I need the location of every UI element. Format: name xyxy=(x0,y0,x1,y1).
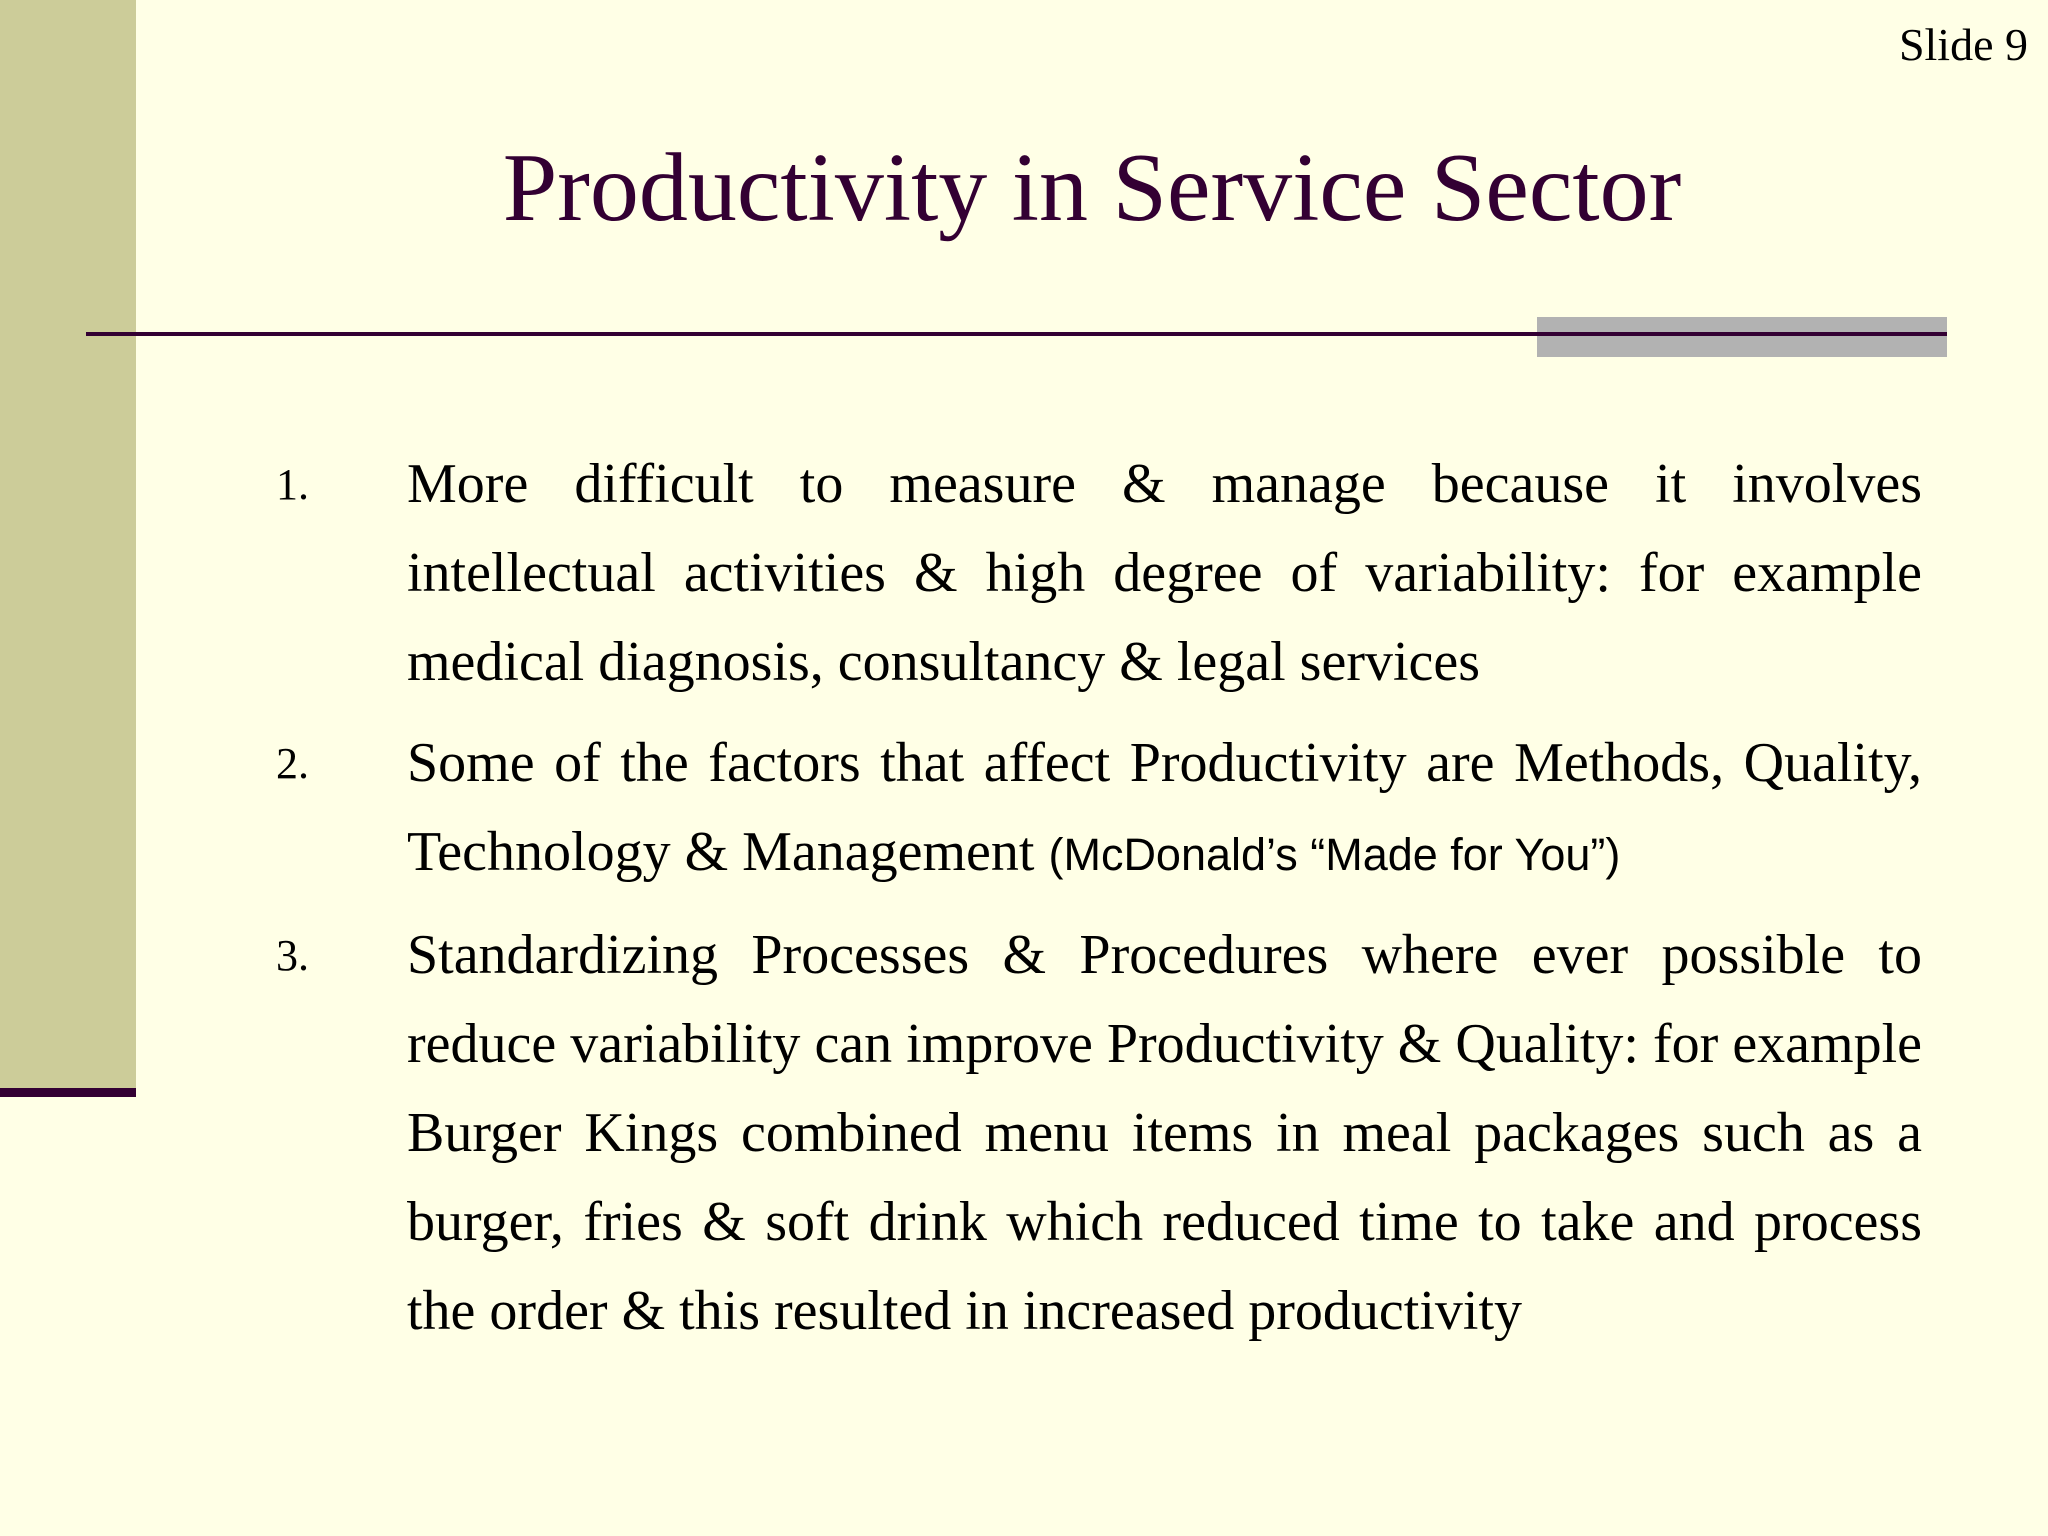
list-item xyxy=(0,911,2048,1356)
list-item-body: Standardizing Processes & Procedures where ever possible to reduce variability can improve Productivity & Quality: for example Burger Kings combined menu items in meal packages such as a burger, fries & soft drink which reduced time to take and process the order & this resulted in increased productivity xyxy=(407,924,1922,1342)
list-item-body: More difficult to measure & manage because it involves intellectual activities & high degree of variability: for example medical diagnosis, consultancy & legal services xyxy=(407,453,1922,693)
list-item-text xyxy=(407,719,1922,899)
list-item-number: 1. xyxy=(276,460,309,509)
list-item-body: Some of the factors that affect Productivity are Methods, Quality, Technology & Management xyxy=(407,732,1922,883)
slide-number: Slide 9 xyxy=(1898,19,2028,70)
list-item xyxy=(0,719,2048,899)
title-underline-rule xyxy=(86,332,1947,336)
list-item-example-note: (McDonald’s “Made for You”) xyxy=(1048,829,1621,880)
list-item xyxy=(0,440,2048,707)
bullet-list xyxy=(0,440,2048,1368)
title-underline-shadow xyxy=(1537,317,1947,357)
list-item-number: 2. xyxy=(276,739,309,788)
list-item-text xyxy=(407,440,1922,707)
list-item-text xyxy=(407,911,1922,1356)
slide-title: Productivity in Service Sector xyxy=(502,134,1682,242)
list-item-number: 3. xyxy=(276,931,309,980)
